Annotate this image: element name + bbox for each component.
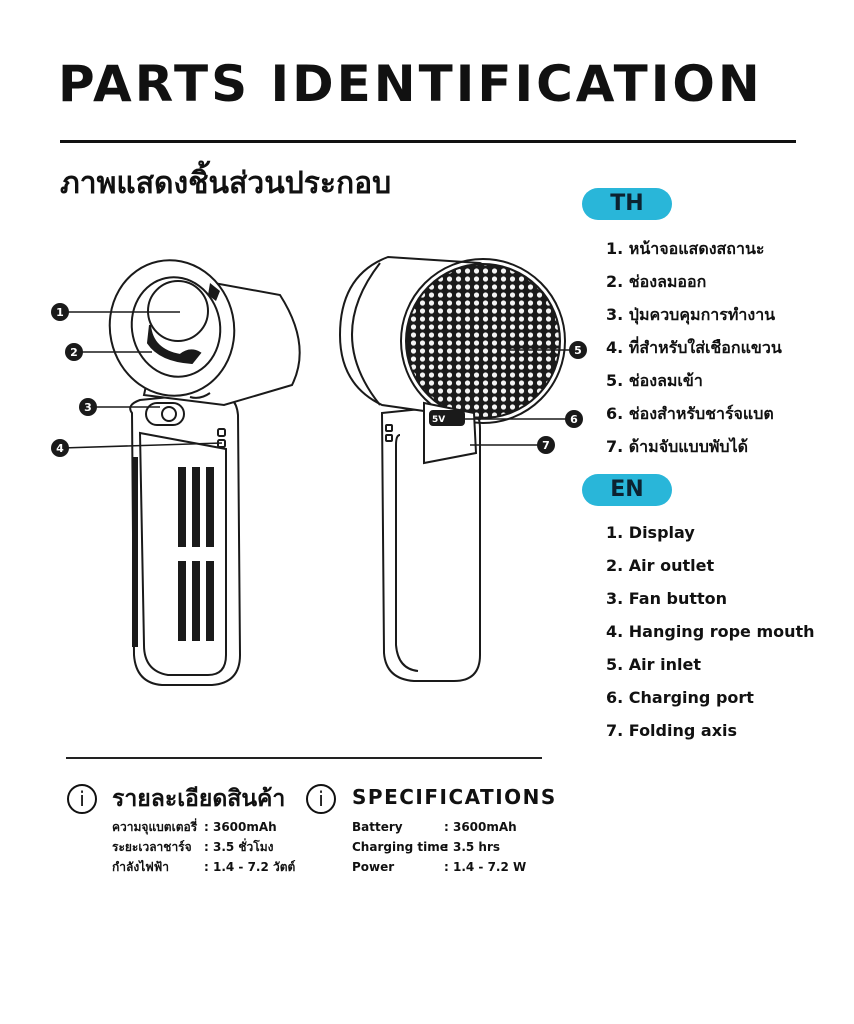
info-icon: i [306, 784, 336, 814]
legend-list-en [606, 516, 815, 747]
legend-item: 7. ด้ามจับแบบพับได้ [606, 437, 748, 456]
legend-item: 4. ที่สำหรับใส่เชือกแขวน [606, 338, 782, 357]
spec-row [352, 837, 552, 857]
spec-label: ความจุแบตเตอรี่ [112, 820, 198, 834]
rear-view-fan [340, 257, 565, 681]
legend-item: 1. Display [606, 523, 695, 542]
diagram-subtitle-th: ภาพแสดงชิ้นส่วนประกอบ [60, 166, 392, 201]
display-face [148, 281, 208, 341]
page-title: PARTS IDENTIFICATION [58, 55, 763, 113]
legend-item: 2. ช่องลมออก [606, 272, 707, 291]
info-icon: i [67, 784, 97, 814]
spec-row [112, 837, 312, 857]
spec-label: Power [352, 860, 395, 874]
spec-row [112, 857, 312, 877]
specs-title-en: SPECIFICATIONS [352, 785, 557, 809]
spec-label: Battery [352, 820, 403, 834]
legend-item: 6. Charging port [606, 688, 754, 707]
spec-label: ระยะเวลาชาร์จ [112, 840, 192, 854]
spec-value: : 1.4 - 7.2 วัตต์ [204, 860, 296, 874]
spec-divider [66, 757, 542, 759]
legend-tag-en: EN [582, 474, 672, 506]
legend-item: 5. ช่องลมเข้า [606, 371, 703, 390]
legend-item: 5. Air inlet [606, 655, 701, 674]
callout-7-label: 7 [542, 439, 550, 452]
legend-item: 3. Fan button [606, 589, 728, 608]
legend-item: 6. ช่องสำหรับชาร์จแบต [606, 404, 774, 423]
callout-6-label: 6 [570, 413, 578, 426]
spec-label: Charging time [352, 840, 448, 854]
fan-diagram [40, 235, 580, 695]
spec-value: : 3.5 ชั่วโมง [204, 840, 274, 854]
title-divider [60, 140, 796, 143]
specs-table-th [112, 817, 312, 877]
legend-list-th [606, 232, 782, 463]
callout-4-label: 4 [56, 442, 64, 455]
callout-1-label: 1 [56, 306, 64, 319]
specs-title-th: รายละเอียดสินค้า [112, 786, 286, 812]
spec-row [112, 817, 312, 837]
callout-2-label: 2 [70, 346, 78, 359]
legend-item: 1. หน้าจอแสดงสถานะ [606, 239, 765, 258]
spec-value: : 3600mAh [204, 820, 277, 834]
spec-value: : 3600mAh [444, 820, 517, 834]
spec-value: : 3.5 hrs [444, 840, 501, 854]
callout-3-label: 3 [84, 401, 92, 414]
spec-row [352, 857, 552, 877]
legend-item: 3. ปุ่มควบคุมการทำงาน [606, 305, 776, 324]
callout-5-label: 5 [574, 344, 582, 357]
legend-tag-th: TH [582, 188, 672, 220]
spec-row [352, 817, 552, 837]
legend-item: 4. Hanging rope mouth [606, 622, 815, 641]
spec-label: กำลังไฟฟ้า [112, 860, 169, 874]
front-view-fan [97, 249, 299, 685]
spec-value: : 1.4 - 7.2 W [444, 860, 527, 874]
port-label: 5V [432, 415, 446, 425]
legend-item: 7. Folding axis [606, 721, 738, 740]
specs-table-en [352, 817, 552, 877]
legend-item: 2. Air outlet [606, 556, 715, 575]
